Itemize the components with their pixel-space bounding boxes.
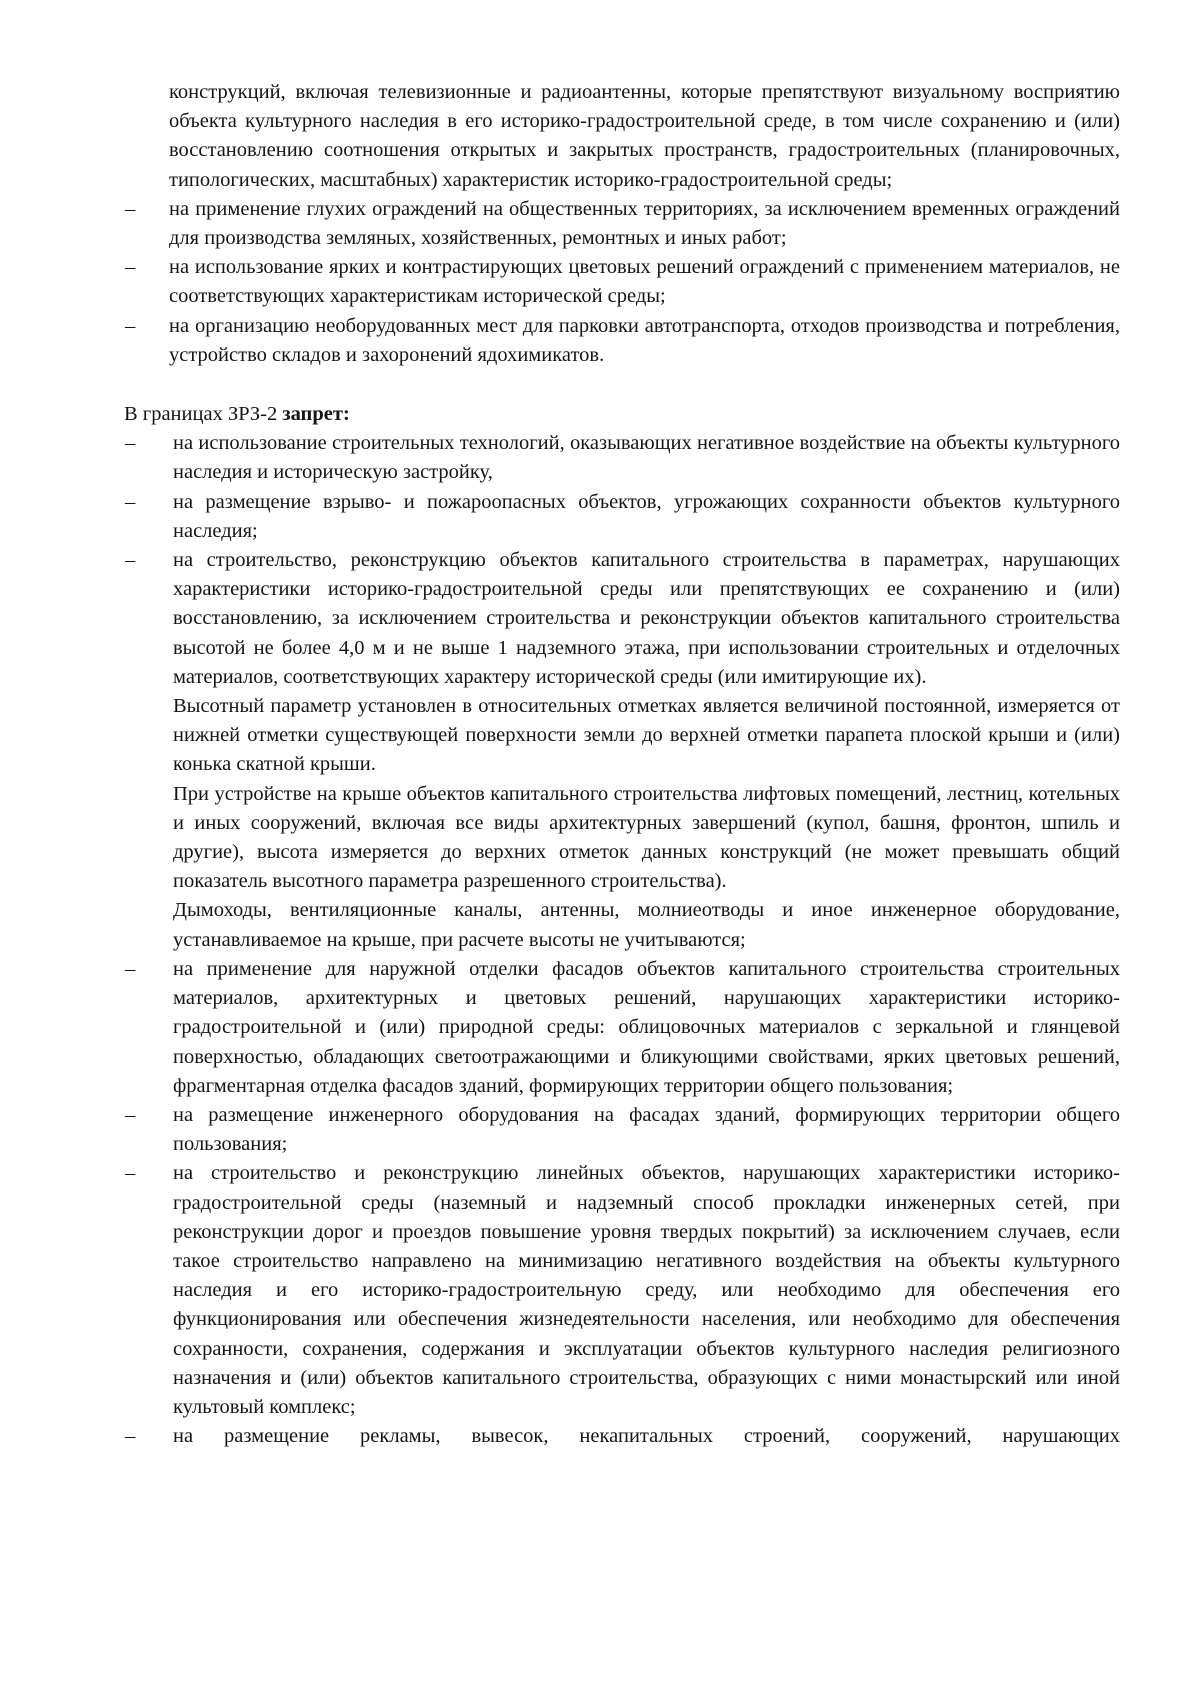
bullet-dash: – (125, 1103, 136, 1126)
list-item (125, 1101, 1120, 1159)
bullet-dash: – (125, 549, 136, 572)
bullet-dash: – (125, 197, 136, 220)
list-item (125, 546, 1120, 692)
bullet-dash: – (125, 314, 136, 337)
section-heading (124, 400, 1120, 429)
bullet-dash: – (125, 490, 136, 513)
section-heading-prefix: В границах ЗРЗ-2 (124, 403, 283, 426)
list-item-text: на применение для наружной отделки фасадов объектов капитального строительства строительных материалов, архитектурных и цветовых решений, нарушающих характеристики историко-градостроительной и (или) природной среды: облицовочных материалов с зеркальной и глянцевой поверхностью, обладающих светоотражающими и бликующими свойствами, ярких цветовых решений, фрагментарная отделка фасадов зданий, формирующих территории общего пользования; (173, 957, 1120, 1097)
list-item-text: на применение глухих ограждений на общественных территориях, за исключением временных ограждений для производства земляных, хозяйственных, ремонтных и иных работ; (169, 197, 1120, 250)
intro-paragraph: конструкций, включая телевизионные и радиоантенны, которые препятствуют визуальному восприятию объекта культурного наследия в его историко-градостроительной среде, в том числе сохранению и (или) восстановлению соотношения открытых и закрытых пространств, градостроительных (планировочных, типологических, масштабных) характеристик историко-градостроительной среды; (169, 81, 1120, 191)
engineering-equipment-note: Дымоходы, вентиляционные каналы, антенны, молниеотводы и иное инженерное оборудование, устанавливаемое на крыше, при расчете высоты не учитываются; (173, 899, 1120, 951)
list-item-text: на размещение взрыво- и пожароопасных объектов, угрожающих сохранности объектов культурного наследия; (173, 490, 1120, 542)
list-item (125, 1159, 1120, 1422)
bullet-dash: – (125, 1162, 136, 1185)
list-item (125, 429, 1120, 487)
list-item (125, 253, 1120, 311)
list-item-text: на размещение инженерного оборудования на фасадах зданий, формирующих территории общего пользования; (173, 1103, 1120, 1156)
bullet-dash: – (125, 256, 136, 279)
list-item (125, 195, 1120, 253)
section-heading-bold: запрет: (282, 403, 350, 426)
bullet-dash: – (125, 957, 136, 980)
list-item (125, 488, 1120, 546)
list-item-text: на использование строительных технологий, оказывающих негативное воздействие на объекты культурного наследия и историческую застройку, (173, 432, 1120, 484)
list-item (125, 955, 1120, 1101)
roof-structures-note: При устройстве на крыше объектов капитального строительства лифтовых помещений, лестниц, котельных и иных сооружений, включая все виды архитектурных завершений (купол, башня, фронтон, шпиль и другие), высота измеряется до верхних отметок данных конструкций (не может превышать общий показатель высотного параметра разрешенного строительства). (173, 782, 1120, 893)
list-item-text: на использование ярких и контрастирующих цветовых решений ограждений с применением материалов, не соответствующих характеристикам исторической среды; (169, 256, 1120, 308)
list-item-text: на организацию необорудованных мест для парковки автотранспорта, отходов производства и потребления, устройство складов и захоронений ядохимикатов. (169, 314, 1120, 366)
list-item-text: на строительство и реконструкцию линейных объектов, нарушающих характеристики историко-градостроительной среды (наземный и надземный способ прокладки инженерных сетей, при реконструкции дорог и проездов повышение уровня твердых покрытий) за исключением случаев, если такое строительство направлено на минимизацию негативного воздействия на объекты культурного наследия и его историко-градостроительную среду, или необходимо для обеспечения его функционирования или обеспечения жизнедеятельности населения, или необходимо для обеспечения сохранности, сохранения, содержания и эксплуатации объектов культурного наследия религиозного назначения и (или) объектов капитального строительства, образующих с ними монастырский или иной культовый комплекс; (173, 1162, 1120, 1418)
list-item (125, 1422, 1120, 1451)
bullet-dash: – (125, 432, 136, 455)
document-body (124, 78, 1120, 1451)
list-item-text: на размещение рекламы, вывесок, некапитальных строений, сооружений, нарушающих (173, 1425, 1120, 1448)
list-item (125, 312, 1120, 370)
bullet-dash: – (125, 1425, 136, 1448)
list-item-text: на строительство, реконструкцию объектов капитального строительства в параметрах, нарушающих характеристики историко-градостроительной среды или препятствующих ее сохранению и (или) восстановлению, за исключением строительства и реконструкции объектов капитального строительства высотой не более 4,0 м и не выше 1 надземного этажа, при использовании строительных и отделочных материалов, соответствующих характеру исторической среды (или имитирующие их). (173, 549, 1120, 688)
height-parameter-note: Высотный параметр установлен в относительных отметках является величиной постоянной, измеряется от нижней отметки существующей поверхности земли до верхней отметки парапета плоской крыши и (или) конька скатной крыши. (173, 695, 1120, 776)
